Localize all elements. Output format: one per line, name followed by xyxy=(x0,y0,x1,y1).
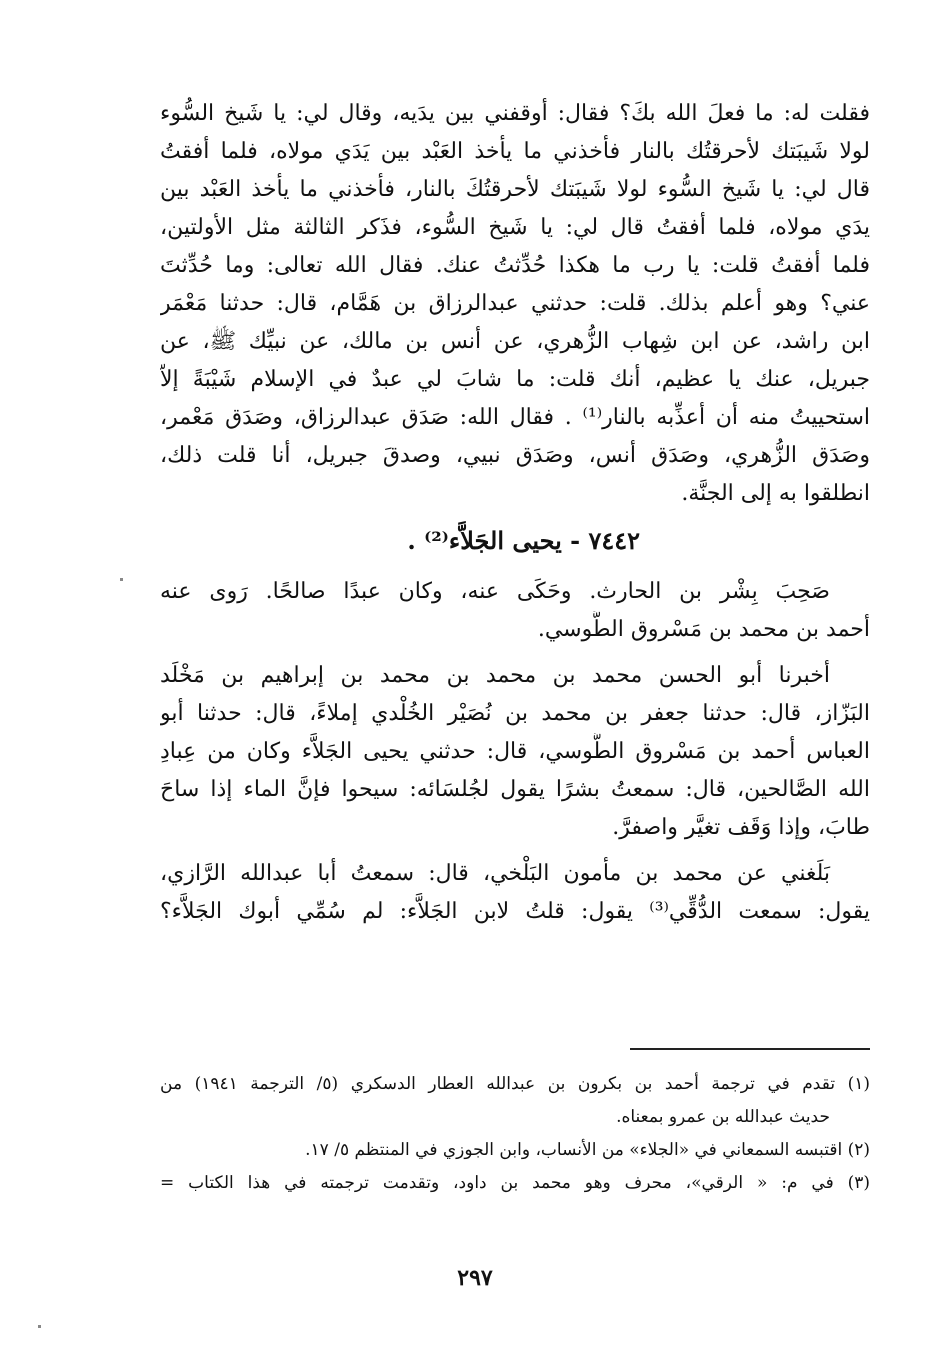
text-line: استحييتُ منه أن أعذِّبه بالنار⁽¹⁾ . فقال الله: صَدَق عبدالرزاق، وصَدَق مَعْمر، xyxy=(160,405,870,430)
text-line: فلما أفقتُ قلت: يا رب ما هكذا حُدِّثتُ عنك. فقال الله تعالى: وما حُدِّثتَ xyxy=(160,253,870,278)
footnotes xyxy=(160,1068,870,1200)
text-line: انطلقوا به إلى الجنَّة. xyxy=(681,481,870,506)
paragraph-report xyxy=(160,855,870,931)
page-number: ٢٩٧ xyxy=(457,1265,493,1291)
text-line: الله الصَّالحين، قال: سمعتُ بشرًا يقول لجُلسَائه: سيحوا فإنَّ الماء إذا ساحَ xyxy=(160,777,870,802)
text-line: صَحِبَ بِشْر بن الحارث. وحَكَى عنه، وكان عبدًا صالحًا. رَوى عنه xyxy=(160,579,830,604)
footnote-line: (٣) في م: « الرقي»، محرف وهو محمد بن داود، وتقدمت ترجمته في هذا الكتاب = xyxy=(160,1173,870,1193)
text-line: لولا شَيبَتك لأحرقتُك بالنار فأخذني ما يأخذ العَبْد بين يَدَي مولاه، فلما أفقتُ xyxy=(160,139,870,164)
scan-speck xyxy=(38,1325,41,1328)
text-line: يقول: سمعت الدُّقِّي⁽³⁾ يقول: قلتُ لابن الجَلاَّء: لم سُمِّي أبوك الجَلاَّء؟ xyxy=(160,899,870,924)
text-line: عني؟ وهو أعلم بذلك. قلت: حدثني عبدالرزاق بن هَمَّام، قال: حدثنا مَعْمَر xyxy=(160,291,870,316)
footnote-line: حديث عبدالله بن عمرو بمعناه. xyxy=(616,1107,830,1127)
text-line: البَزّاز، قال: حدثنا جعفر بن محمد بن نُصَيْر الخُلْدي إملاءً، قال: حدثنا أبو xyxy=(160,701,870,726)
scan-speck xyxy=(120,578,123,581)
footnote-line: (١) تقدم في ترجمة أحمد بن بكرون بن عبدالله العطار الدسكري (٥/ الترجمة ١٩٤١) من xyxy=(160,1074,870,1094)
paragraph-narration xyxy=(160,95,870,513)
text-line: جبريل، عنك يا عظيم، أنك قلت: ما شابَ لي عبدٌ في الإسلام شَيْبَةً إلاّ xyxy=(160,367,870,392)
text-line: فقلت له: ما فعلَ الله بكَ؟ فقال: أوقفني بين يدَيه، وقال لي: يا شَيخ السُّوء xyxy=(160,101,870,126)
entry-heading: ٧٤٤٢ - يحيى الجَلاَّء⁽²⁾ . xyxy=(407,526,640,555)
paragraph-biography xyxy=(160,573,870,649)
footnote-line: (٢) اقتبسه السمعاني في «الجلاء» من الأنساب، وابن الجوزي في المنتظم ٥/ ١٧. xyxy=(305,1140,870,1160)
text-line: وصَدَق الزُّهري، وصَدَق أنس، وصَدَق نبيي، وصدقَ جبريل، أنا قلت ذلك، xyxy=(160,443,870,468)
paragraph-chain xyxy=(160,657,870,847)
text-line: ابن راشد، عن ابن شِهاب الزُّهري، عن أنس بن مالك، عن نبيِّك ﷺ، عن xyxy=(160,329,870,354)
text-line: بَلَغني عن محمد بن مأمون البَلْخي، قال: سمعتُ أبا عبدالله الرَّازي، xyxy=(160,861,830,886)
paragraph-gap xyxy=(160,847,870,855)
text-line: قال لي: يا شَيخ السُّوء لولا شَيبَتك لأحرقتُكَ بالنار، فأخذني ما يأخذ العَبْد بين xyxy=(160,177,870,202)
footnote-divider xyxy=(630,1048,870,1050)
text-line: طابَ، وإذا وَقَف تغيَّر واصفرَّ. xyxy=(612,815,870,840)
paragraph-gap xyxy=(160,649,870,657)
main-text xyxy=(160,95,870,931)
text-line: يدَي مولاه، فلما أفقتُ قال لي: يا شَيخ السُّوء، فذَكر الثالثة مثل الأولتين، xyxy=(160,215,870,240)
text-line: العباس أحمد بن مَسْروق الطُّوسي، قال: حدثني يحيى الجَلاَّء وكان من عِبادِ xyxy=(160,739,870,764)
text-line: أخبرنا أبو الحسن محمد بن محمد بن محمد بن إبراهيم بن مَخْلَد xyxy=(160,663,830,688)
text-line: أحمد بن محمد بن مَسْروق الطُّوسي. xyxy=(537,617,870,642)
